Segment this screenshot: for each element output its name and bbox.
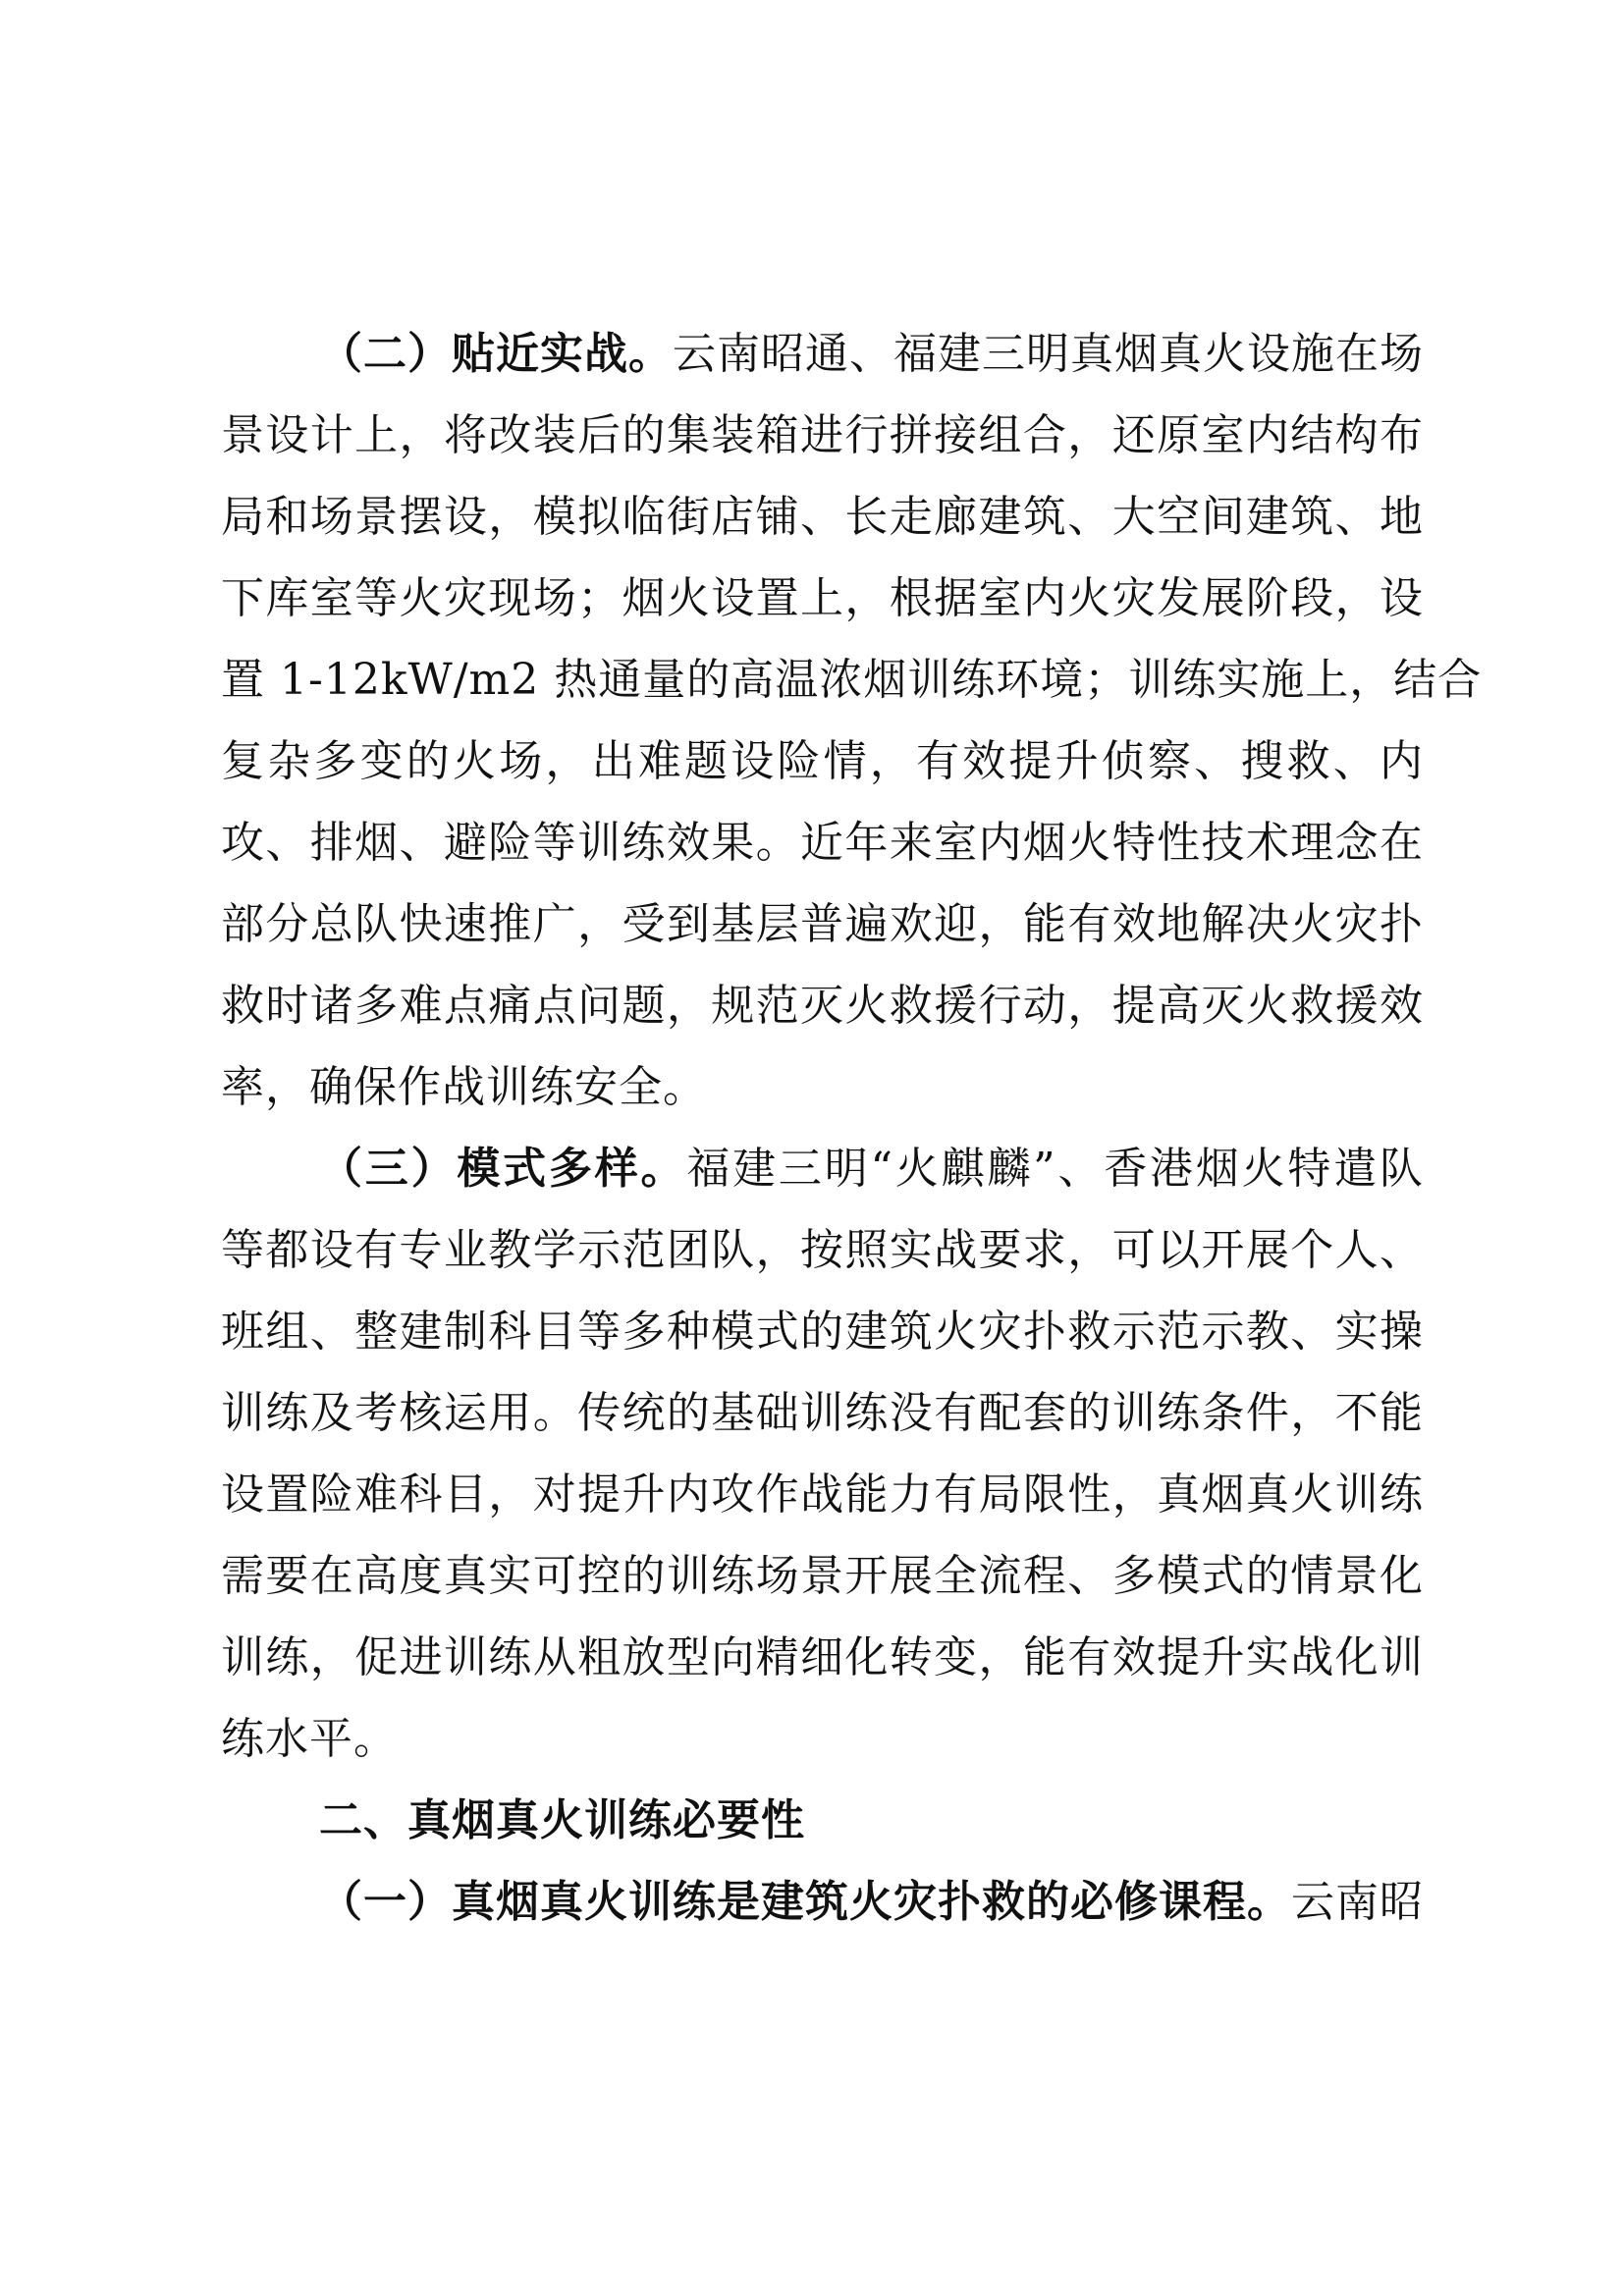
paragraph-text: 云南昭 xyxy=(1291,1877,1424,1927)
paragraph-3-line-6: 需要在高度真实可控的训练场景开展全流程、多模式的情景化 xyxy=(221,1551,1424,1601)
paragraph-2-line-7: 攻、排烟、避险等训练效果。近年来室内烟火特性技术理念在 xyxy=(221,818,1424,868)
paragraph-text: 福建三明“火麒麟”、香港烟火特遣队 xyxy=(686,1144,1424,1194)
paragraph-2-line-8: 部分总队快速推广，受到基层普遍欢迎，能有效地解决火灾扑 xyxy=(221,899,1424,949)
paragraph-2-line-1 xyxy=(319,325,1424,384)
paragraph-2-line-9: 救时诸多难点痛点问题，规范灭火救援行动，提高灭火救援效 xyxy=(221,981,1424,1031)
section-heading-2-1: （一）真烟真火训练是建筑火灾扑救的必修课程。 xyxy=(319,1877,1291,1927)
paragraph-3-line-2: 等都设有专业教学示范团队，按照实战要求，可以开展个人、 xyxy=(221,1225,1424,1275)
chapter-heading: 二、真烟真火训练必要性 xyxy=(319,1795,805,1845)
paragraph-2-line-10: 率，确保作战训练安全。 xyxy=(221,1062,707,1112)
paragraph-2-line-6: 复杂多变的火场，出难题设险情，有效提升侦察、搜救、内 xyxy=(221,736,1424,786)
paragraph-3-line-4: 训练及考核运用。传统的基础训练没有配套的训练条件，不能 xyxy=(221,1388,1424,1438)
paragraph-2-line-4: 下库室等火灾现场；烟火设置上，根据室内火灾发展阶段，设 xyxy=(221,573,1424,623)
paragraph-2-line-2: 景设计上，将改装后的集装箱进行拼接组合，还原室内结构布 xyxy=(221,410,1424,460)
paragraph-3-line-5: 设置险难科目，对提升内攻作战能力有局限性，真烟真火训练 xyxy=(221,1469,1424,1520)
paragraph-3-line-7: 训练，促进训练从粗放型向精细化转变，能有效提升实战化训 xyxy=(221,1632,1424,1682)
paragraph-3-line-3: 班组、整建制科目等多种模式的建筑火灾扑救示范示教、实操 xyxy=(221,1307,1424,1357)
paragraph-3-line-8: 练水平。 xyxy=(221,1714,398,1764)
paragraph-2-line-3: 局和场景摆设，模拟临街店铺、长走廊建筑、大空间建筑、地 xyxy=(221,492,1424,542)
paragraph-2-1-line-1 xyxy=(319,1873,1424,1932)
paragraph-text: 云南昭通、福建三明真烟真火设施在场 xyxy=(673,329,1424,379)
section-heading-2: （二）贴近实战。 xyxy=(319,329,673,379)
paragraph-2-line-5: 置 1-12kW/m2 热通量的高温浓烟训练环境；训练实施上，结合 xyxy=(221,655,1483,705)
paragraph-3-line-1 xyxy=(319,1140,1424,1199)
section-heading-3: （三）模式多样。 xyxy=(319,1144,687,1194)
